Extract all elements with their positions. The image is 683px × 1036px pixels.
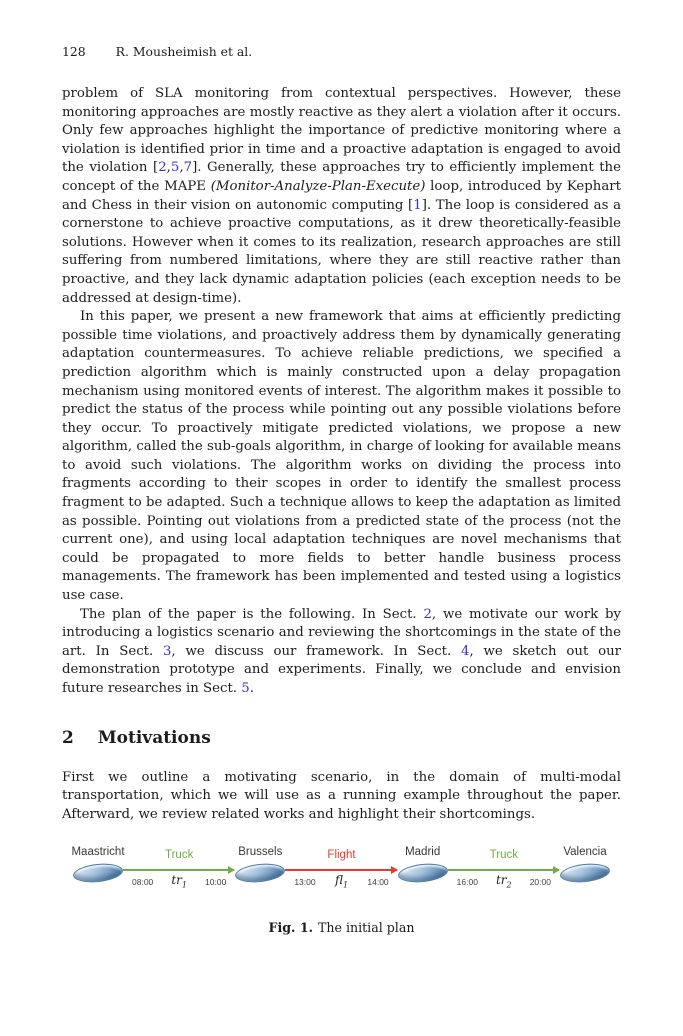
running-title: R. Mousheimish et al.	[115, 44, 253, 59]
running-header	[62, 44, 621, 59]
citation-link[interactable]: 4	[461, 643, 470, 659]
caption-text: The initial plan	[317, 920, 415, 936]
section-body-text	[62, 769, 621, 825]
figure-caption	[62, 920, 621, 935]
city-node-maastricht	[62, 846, 134, 882]
route-leg-flight-1	[294, 846, 389, 900]
city-node-icon	[72, 862, 124, 885]
paragraph	[62, 606, 621, 699]
leg-code-text: tr	[171, 873, 182, 888]
departure-time: 16:00	[456, 877, 478, 888]
section-heading	[62, 728, 621, 748]
citation-link[interactable]: 5	[170, 160, 180, 176]
leg-code-text: tr	[495, 873, 507, 888]
city-node-icon	[559, 862, 611, 885]
leg-mode-label: Truck	[489, 849, 518, 862]
city-label: Madrid	[405, 846, 441, 859]
text-run: The plan of the paper is the following. In Sect.	[80, 606, 424, 622]
citation-link[interactable]: 5	[241, 681, 250, 696]
citation-link[interactable]: 3	[162, 643, 172, 659]
leg-code-text: fl	[334, 873, 343, 888]
text-run: ,	[166, 160, 171, 176]
city-node-icon	[235, 862, 287, 885]
route-leg-truck-2	[456, 846, 551, 900]
arrival-time: 14:00	[367, 877, 389, 888]
text-run: loop, introduced by Kephart and Chess in their vision on autonomic computing [	[62, 178, 621, 213]
text-column	[62, 44, 621, 935]
paragraph	[62, 308, 621, 606]
figure-initial-plan	[62, 846, 621, 935]
leg-code-sub: 2	[506, 880, 512, 890]
citation-link[interactable]: 1	[413, 197, 422, 213]
emphasis-text: (Monitor-Analyze-Plan-Execute)	[210, 178, 426, 194]
leg-mode-label: Flight	[327, 849, 356, 862]
arrival-time: 10:00	[205, 877, 227, 888]
text-run: ]. The loop is considered as a cornerstone to achieve proactive computations, as it drew theoretically-feasible solutions. However when it comes to its realization, research approaches are still suffering from numbered limitations, where they are still reactive rather than proactive, and they lack dynamic adaptation policies (each exception needs to be addressed at design-time).	[62, 197, 621, 306]
leg-code-sub: 1	[342, 880, 349, 890]
citation-link[interactable]: 2	[423, 606, 432, 622]
section-number: 2	[62, 727, 74, 748]
text-run: , we motivate our work by introducing a logistics scenario and reviewing the shortcomings in the state of the art. In Sect.	[62, 606, 621, 659]
section-title: Motivations	[97, 727, 211, 748]
text-run: In this paper, we present a new framework that aims at efficiently predicting possible time violations, and proactively address them by dynamically generating adaptation countermeasures. To achieve reliable predictions, we specified a prediction algorithm which is mainly constructed upon a delay propagation mechanism using monitored events of interest. The algorithm makes it possible to predict the status of the process while pointing out any possible violations before they occur. To proactively mitigate predicted violations, we propose a new algorithm, called the sub-goals algorithm, in charge of looking for available means to avoid such violations. The algorithm works on dividing the process into fragments according to their scopes in order to identify the smallest process fragment to be adapted. Such a technique allows to keep the adaptation as limited as possible. Pointing out violations from a predicted state of the process (not the current one), and using local adaptation techniques are novel mechanisms that could be propagated to more fields to better handle business process managements. The framework has been implemented and tested using a logistics use case.	[62, 309, 621, 604]
caption-label: Fig. 1.	[268, 920, 313, 936]
text-run: , we sketch out our demonstration prototype and experiments. Finally, we conclude and envision future researches in Sect.	[62, 643, 622, 696]
route-diagram	[62, 846, 621, 900]
departure-time: 08:00	[132, 877, 154, 888]
body-text	[62, 85, 621, 699]
departure-time: 13:00	[294, 877, 316, 888]
city-label: Maastricht	[71, 846, 125, 859]
city-label: Valencia	[563, 846, 607, 859]
citation-link[interactable]: 7	[183, 160, 193, 176]
text-run: problem of SLA monitoring from contextual perspectives. However, these monitoring approaches are mostly reactive as they alert a violation after it occurs. Only few approaches highlight the importance of predictive monitoring where a violation is identified prior in time and a proactive adaptation is engaged to avoid the violation [	[62, 86, 621, 176]
paragraph	[62, 769, 621, 825]
leg-code-sub: 1	[181, 880, 187, 890]
text-run: , we discuss our framework. In Sect.	[171, 643, 462, 659]
route-arrow	[123, 869, 234, 871]
route-arrow	[285, 869, 396, 871]
text-run: ]. Generally, these approaches try to efficiently implement the concept of the MAPE	[62, 160, 621, 194]
page-number: 128	[62, 44, 86, 59]
route-arrow	[448, 869, 559, 871]
text-run: First we outline a motivating scenario, in the domain of multi-modal transportation, which we will use as a running example throughout the paper. Afterward, we review related works and highlight their shortcomings.	[62, 769, 621, 822]
text-run: .	[249, 681, 254, 696]
city-label: Brussels	[238, 846, 283, 859]
city-node-brussels	[224, 846, 296, 882]
city-node-icon	[397, 862, 449, 885]
arrival-time: 20:00	[529, 877, 551, 888]
paragraph	[62, 85, 621, 308]
city-node-valencia	[549, 846, 621, 882]
leg-mode-label: Truck	[165, 849, 194, 862]
route-leg-truck-1	[132, 846, 227, 900]
citation-link[interactable]: 2	[158, 160, 167, 176]
city-node-madrid	[387, 846, 459, 882]
text-run: ,	[179, 160, 184, 176]
